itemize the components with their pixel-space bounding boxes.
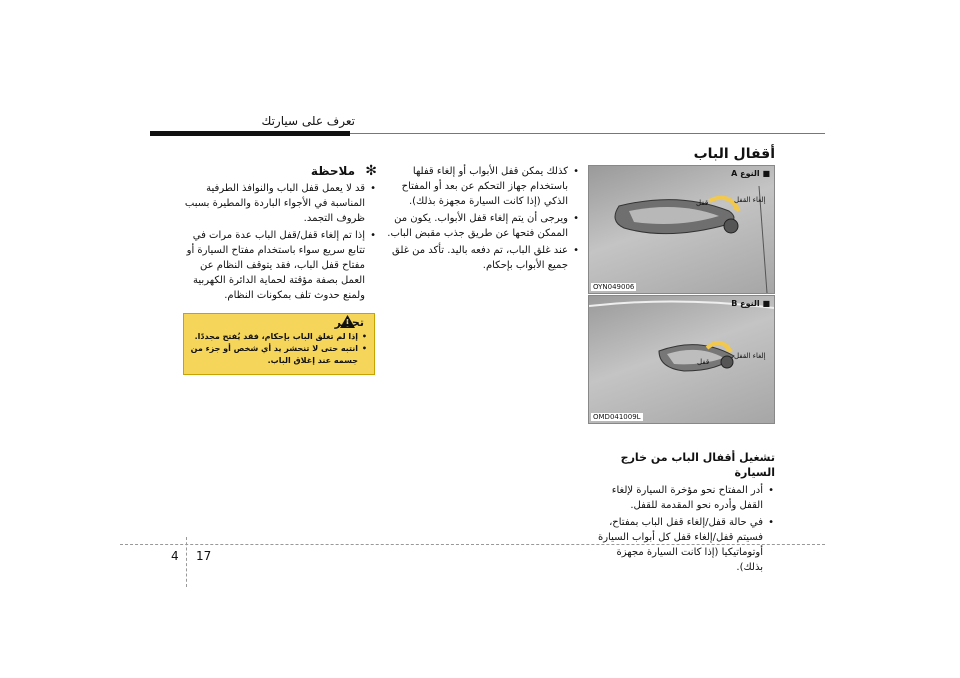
note-list — [183, 181, 377, 303]
list-item: • أدر المفتاح نحو مؤخرة السيارة لإلغاء القفل وأدره نحو المقدمة للقفل. — [590, 483, 763, 513]
list-item: • قد لا يعمل قفل الباب والنوافذ الطرفية المناسبة في الأجواء الباردة والمطيرة بسبب ظروف التجمد. — [183, 181, 365, 226]
note-heading — [183, 164, 377, 179]
lock-tag-a: قفل — [696, 199, 709, 207]
subsection-title: تشغيل أقفال الباب من خارج السيارة — [620, 451, 775, 479]
list-item: • إذا تم إلغاء قفل/قفل الباب عدة مرات في تتابع سريع سواء باستخدام مفتاح السيارة أو مفتاح قفل الباب، فقد يتوقف النظام عن العمل بصفة مؤقتة لحماية الدائرة الكهربية ولمنع حدوث تلف بمكونات النظام. — [183, 228, 365, 303]
list-item: • إذا لم تغلق الباب بإحكام، فقد يُفتح مجددًا. — [178, 331, 358, 343]
page-number: 17 — [196, 549, 212, 563]
warning-title: تحذير — [334, 316, 364, 329]
list-item: • كذلك يمكن قفل الأبواب أو إلغاء قفلها باستخدام جهاز التحكم عن بعد أو المفتاح الذكي (إذا كانت السيارة مجهزة بذلك). — [380, 164, 568, 209]
footer-rule — [120, 544, 825, 545]
footer-divider — [186, 537, 187, 587]
outside-operation-section — [590, 450, 775, 577]
door-lock-list — [380, 164, 580, 273]
note-title: ملاحظة — [310, 164, 356, 178]
door-handle-illustration-a — [589, 166, 774, 293]
figure-type-b — [588, 295, 775, 424]
lock-tag-b: قفل — [697, 358, 710, 366]
figure-b-code: OMD041009L — [593, 413, 641, 421]
note-star-icon: ✻ — [365, 163, 377, 179]
figure-a-code: OYN049006 — [593, 283, 635, 291]
unlock-tag-b: إلغاء القفل — [734, 352, 766, 360]
list-item: • في حالة قفل/إلغاء قفل الباب بمفتاح، فسيتم قفل/إلغاء قفل كل أبواب السيارة أوتوماتيكيا (إذا كانت السيارة مجهزة بذلك). — [590, 515, 763, 575]
figure-a-label: ■ النوع A — [731, 169, 770, 178]
chapter-number: 4 — [171, 549, 179, 563]
header-bar — [150, 131, 350, 136]
running-header: تعرف على سيارتك — [261, 114, 355, 128]
list-item: • ويرجى أن يتم إلغاء قفل الأبواب. يكون من الممكن فتحها عن طريق جذب مقبض الباب. — [380, 211, 568, 241]
note-section — [183, 164, 377, 305]
warning-list — [178, 331, 368, 367]
figure-type-a — [588, 165, 775, 294]
warning-box — [183, 313, 375, 375]
outside-operation-list — [590, 483, 775, 575]
list-item: • انتبه حتى لا تنحشر يد أي شخص أو جزء من جسمه عند إغلاق الباب. — [178, 343, 358, 367]
section-title: أقفال الباب — [693, 146, 775, 162]
figure-b-label: ■ النوع B — [731, 299, 770, 308]
middle-column — [380, 164, 580, 275]
unlock-tag-a: إلغاء القفل — [734, 196, 766, 204]
header-rule — [350, 133, 825, 134]
list-item: • عند غلق الباب، تم دفعه باليد. تأكد من غلق جميع الأبواب بإحكام. — [380, 243, 568, 273]
